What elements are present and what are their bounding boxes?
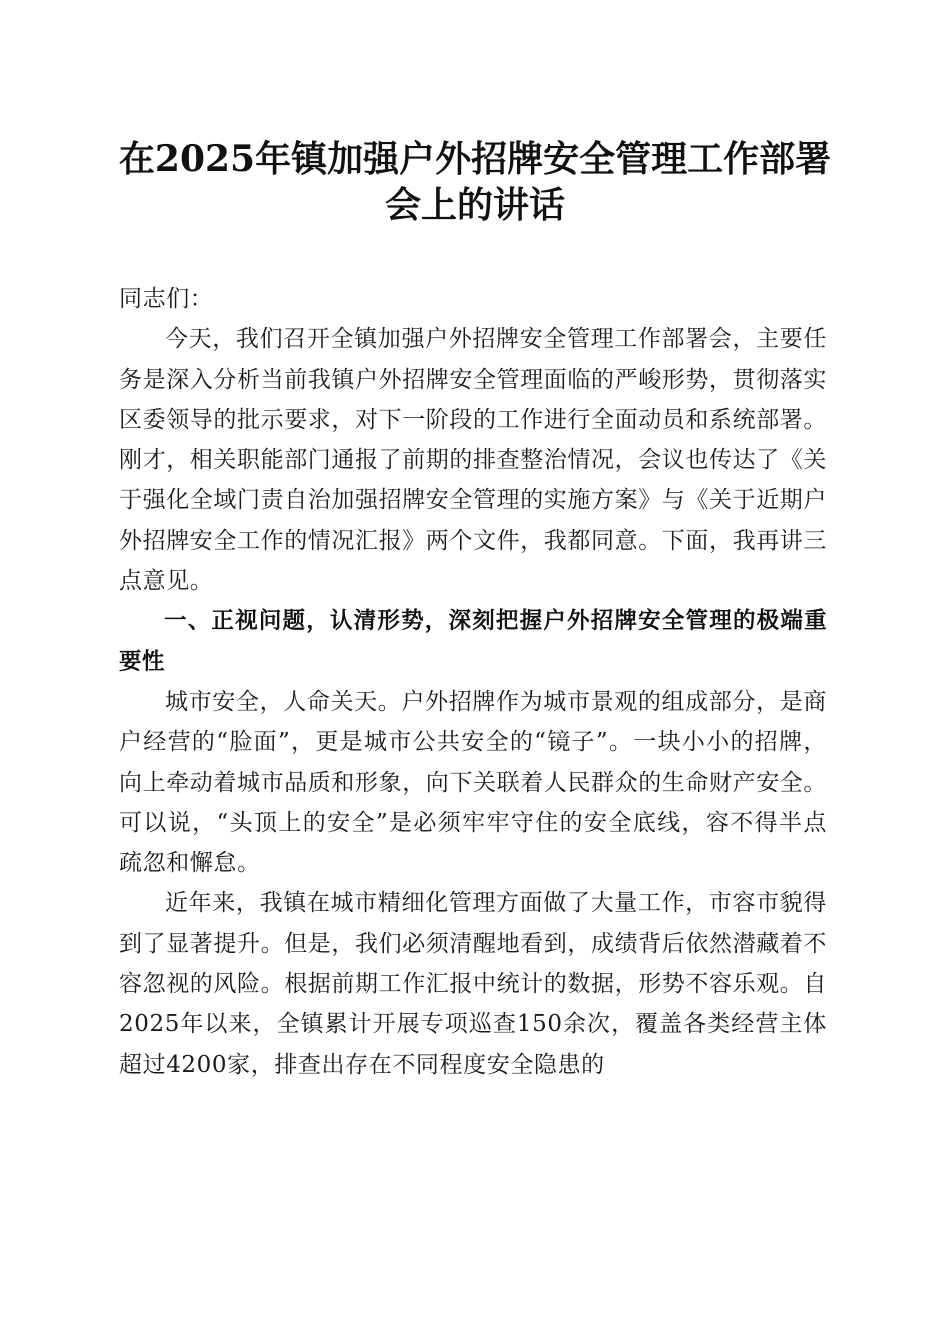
opening-paragraph: 今天，我们召开全镇加强户外招牌安全管理工作部署会，主要任务是深入分析当前我镇户外招牌安全管理面临的严峻形势，贯彻落实区委领导的批示要求，对下一阶段的工作进行全面动员和系统部署。刚才，相关职能部门通报了前期的排查整治情况，会议也传达了《关于强化全域门责自治加强招牌安全管理的实施方案》与《关于近期户外招牌安全工作的情况汇报》两个文件，我都同意。下面，我再讲三点意见。 bbox=[119, 326, 827, 595]
title-line-2: 会上的讲话 bbox=[384, 184, 565, 226]
salutation: 同志们： bbox=[119, 286, 214, 312]
section-1-heading: 一、正视问题，认清形势，深刻把握户外招牌安全管理的极端重要性 bbox=[119, 608, 827, 675]
section-1-paragraph-2: 近年来，我镇在城市精细化管理方面做了大量工作，市容市貌得到了显著提升。但是，我们必须清醒地看到，成绩背后依然潜藏着不容忽视的风险。根据前期工作汇报中统计的数据，形势不容乐观。自2025年以来，全镇累计开展专项巡查150余次，覆盖各类经营主体超过4200家，排查出存在不同程度安全隐患的 bbox=[119, 890, 827, 1078]
section-1-paragraph-1: 城市安全，人命关天。户外招牌作为城市景观的组成部分，是商户经营的“脸面”，更是城市公共安全的“镜子”。一块小小的招牌，向上牵动着城市品质和形象，向下关联着人民群众的生命财产安全。可以说，“头顶上的安全”是必须牢牢守住的安全底线，容不得半点疏忽和懈怠。 bbox=[119, 688, 827, 877]
document-body bbox=[119, 279, 827, 1085]
title-line-1: 在2025年镇加强户外招牌安全管理工作部署 bbox=[118, 138, 832, 180]
document-title bbox=[110, 136, 840, 228]
